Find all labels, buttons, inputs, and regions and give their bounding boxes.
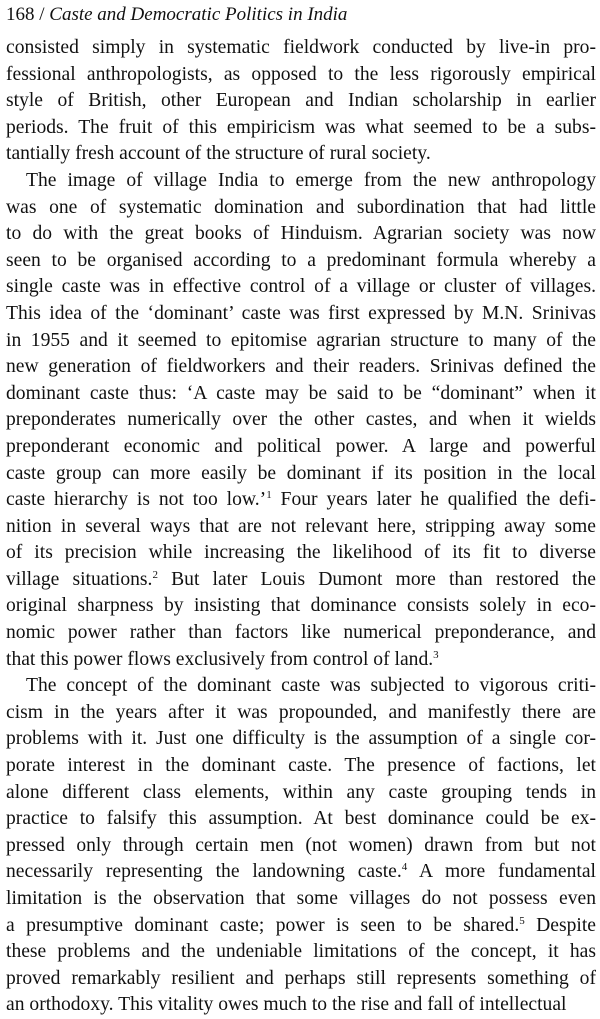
line-text: that this power flows exclusively from control of land. [6,648,434,670]
paragraph [6,673,596,1019]
text-line [6,328,596,355]
line-text: practice to falsify this assumption. At best dominance could be ex- [6,808,596,830]
text-line [6,248,596,275]
text-line [6,700,596,727]
line-text: tantially fresh account of the structure of rural society. [6,143,431,165]
text-line [6,141,596,168]
line-text: This idea of the ‘dominant’ caste was first expressed by M.N. Srinivas [6,302,596,324]
text-line [6,540,596,567]
line-text: original sharpness by insisting that dominance consists solely in eco- [6,595,596,617]
line-text: alone different class elements, within any caste grouping tends in [6,781,596,803]
text-line [6,647,596,674]
line-text: these problems and the undeniable limitations of the concept, it has [6,941,596,963]
text-line [6,514,596,541]
text-line [6,593,596,620]
text-line [6,434,596,461]
text-line [6,461,596,488]
text-line [6,487,596,514]
text-line [6,913,596,940]
text-line [6,966,596,993]
paragraph [6,168,596,673]
line-text-continued: But later Louis Dumont more than restored the [157,568,596,590]
line-text: porate interest in the dominant caste. The presence of factions, let [6,755,596,777]
text-line [6,274,596,301]
footnote-marker: 5 [519,914,525,927]
line-text: pressed only through certain men (not women) drawn from but not [6,834,596,856]
footnote-marker: 2 [152,568,158,581]
text-line [6,115,596,142]
running-head-title: Caste and Democratic Politics in India [49,4,348,25]
text-line [6,168,596,195]
line-text: caste group can more easily be dominant if its position in the local [6,462,596,484]
line-text: single caste was in effective control of a village or cluster of villages. [6,276,596,298]
text-line [6,859,596,886]
line-text: to do with the great books of Hinduism. Agrarian society was now [6,223,596,245]
text-line [6,62,596,89]
line-text: proved remarkably resilient and perhaps still represents something of [6,967,596,989]
line-text: of its precision while increasing the likelihood of its fit to diverse [6,542,596,564]
line-text: periods. The fruit of this empiricism was what seemed to be a subs- [6,116,596,138]
book-page [6,0,596,1019]
line-text: seen to be organised according to a predominant formula whereby a [6,249,596,271]
paragraph [6,35,596,168]
line-text: new generation of fieldworkers and their readers. Srinivas defined the [6,356,596,378]
text-line [6,780,596,807]
line-text: in 1955 and it seemed to epitomise agrarian structure to many of the [6,329,596,351]
text-line [6,195,596,222]
text-line [6,806,596,833]
text-line [6,886,596,913]
line-text-continued: A more fundamental [407,861,596,883]
line-text: a presumptive dominant caste; power is seen to be shared. [6,914,520,936]
running-head-separator: / [39,4,45,25]
line-text: The concept of the dominant caste was subjected to vigorous criti- [26,675,596,697]
line-text: The image of village India to emerge from the new anthropology [26,169,596,191]
text-line [6,221,596,248]
line-text: caste hierarchy is not too low.’ [6,489,267,511]
text-line [6,992,596,1019]
line-text: preponderant economic and political power. A large and powerful [6,435,596,457]
line-text: cism in the years after it was propounded, and manifestly there are [6,701,596,723]
text-line [6,354,596,381]
line-text-continued: Despite [524,914,596,936]
text-line [6,833,596,860]
line-text: an orthodoxy. This vitality owes much to the rise and fall of intellectual [6,994,567,1016]
body-text [6,35,596,1019]
text-line [6,407,596,434]
running-head [6,2,596,28]
text-line [6,301,596,328]
footnote-marker: 3 [433,648,439,661]
text-line [6,726,596,753]
line-text: village situations. [6,568,153,590]
footnote-marker: 4 [401,861,408,874]
footnote-marker: 1 [266,489,272,502]
text-line [6,620,596,647]
text-line [6,567,596,594]
text-line [6,753,596,780]
line-text: nomic power rather than factors like numerical preponderance, and [6,622,596,644]
text-line [6,381,596,408]
line-text: style of British, other European and Indian scholarship in earlier [6,90,596,112]
line-text: fessional anthropologists, as opposed to the less rigorously empirical [6,63,596,85]
page-number: 168 [6,4,35,25]
line-text: nition in several ways that are not relevant here, stripping away some [6,515,596,537]
line-text: problems with it. Just one difficulty is the assumption of a single cor- [6,728,596,750]
line-text: preponderates numerically over the other castes, and when it wields [6,409,596,431]
text-line [6,35,596,62]
line-text: consisted simply in systematic fieldwork conducted by live-in pro- [6,37,596,58]
line-text: dominant caste thus: ‘A caste may be said to be “dominant” when it [6,382,596,404]
line-text: limitation is the observation that some villages do not possess even [6,888,596,909]
line-text: necessarily representing the landowning caste. [6,861,402,883]
line-text: was one of systematic domination and subordination that had little [6,196,596,218]
text-line [6,88,596,115]
text-line [6,939,596,966]
text-line [6,673,596,700]
line-text-continued: Four years later he qualified the defi- [271,489,596,511]
